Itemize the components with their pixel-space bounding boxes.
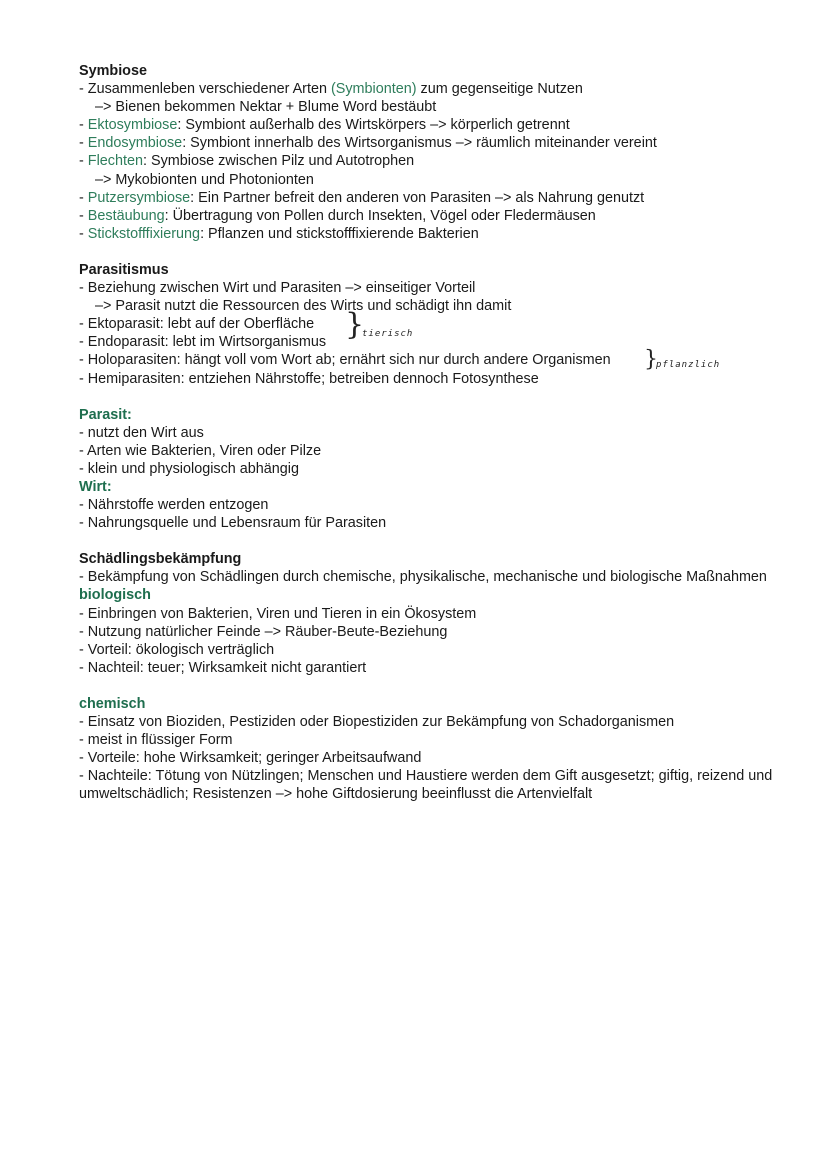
bio-line-1: - Einbringen von Bakterien, Viren und Tieren in ein Ökosystem (79, 605, 477, 622)
parasitismus-line-2: –> Parasit nutzt die Ressourcen des Wirts und schädigt ihn damit (95, 298, 512, 315)
symbiose-line-9: - Stickstofffixierung: Pflanzen und stickstofffixierende Bakterien (79, 225, 479, 242)
symbiose-line-3: - Ektosymbiose: Symbiont außerhalb des Wirtskörpers –> körperlich getrennt (79, 117, 570, 134)
parasitismus-line-1: - Beziehung zwischen Wirt und Parasiten –> einseitiger Vorteil (79, 280, 476, 297)
symbiose-line-1: - Zusammenleben verschiedener Arten (Symbionten) zum gegenseitige Nutzen (79, 81, 583, 98)
symbiose-line-7: - Putzersymbiose: Ein Partner befreit den anderen von Parasiten –> als Nahrung genutzt (79, 189, 645, 206)
document-page (79, 62, 779, 803)
parasit-line-3: - klein und physiologisch abhängig (79, 460, 300, 477)
heading-chemisch: chemisch (79, 695, 146, 712)
chem-line-4: - Nachteile: Tötung von Nützlingen; Menschen und Haustiere werden dem Gift ausgesetzt; giftig, reizend und umweltschädlich; Resistenzen –> hohe Giftdosierung beeinflusst die Artenvielfalt (79, 768, 773, 803)
bio-line-2: - Nutzung natürlicher Feinde –> Räuber-Beute-Beziehung (79, 623, 448, 640)
heading-biologisch: biologisch (79, 587, 151, 604)
symbiose-line-8: - Bestäubung: Übertragung von Pollen durch Insekten, Vögel oder Fledermäusen (79, 207, 596, 224)
note-pflanzlich: pflanzlich (656, 360, 721, 371)
symbiose-line-2: –> Bienen bekommen Nektar + Blume Word bestäubt (95, 99, 437, 116)
parasit-line-1: - nutzt den Wirt aus (79, 424, 204, 441)
symbiose-line-6: –> Mykobionten und Photonionten (95, 171, 314, 188)
symbiose-line-4: - Endosymbiose: Symbiont innerhalb des Wirtsorganismus –> räumlich miteinander vereint (79, 135, 657, 152)
heading-schaedlingsbekaempfung: Schädlingsbekämpfung (79, 551, 242, 568)
schaedling-intro: - Bekämpfung von Schädlingen durch chemische, physikalische, mechanische und biologische Maßnahmen (79, 569, 767, 586)
symbiose-line-5: - Flechten: Symbiose zwischen Pilz und Autotrophen (79, 153, 415, 170)
parasitismus-line-5: - Holoparasiten: hängt voll vom Wort ab; ernährt sich nur durch andere Organismen } pflanzlich (79, 351, 779, 369)
chem-line-1: - Einsatz von Bioziden, Pestiziden oder Biopestiziden zur Bekämpfung von Schadorganismen (79, 714, 675, 730)
wirt-line-1: - Nährstoffe werden entzogen (79, 497, 269, 514)
heading-parasitismus: Parasitismus (79, 261, 169, 278)
heading-wirt: Wirt: (79, 478, 112, 495)
parasitismus-line-6: - Hemiparasiten: entziehen Nährstoffe; betreiben dennoch Fotosynthese (79, 370, 539, 387)
tierisch-brace: } (345, 307, 365, 343)
heading-parasit: Parasit: (79, 406, 132, 423)
bio-line-3: - Vorteil: ökologisch verträglich (79, 641, 275, 658)
chem-line-2: - meist in flüssiger Form (79, 732, 233, 749)
parasitismus-line-3: - Ektoparasit: lebt auf der Oberfläche (79, 316, 315, 333)
parasit-line-2: - Arten wie Bakterien, Viren oder Pilze (79, 442, 322, 459)
heading-symbiose: Symbiose (79, 63, 147, 79)
note-tierisch: tierisch (362, 329, 414, 340)
wirt-line-2: - Nahrungsquelle und Lebensraum für Parasiten (79, 515, 387, 532)
chem-line-3: - Vorteile: hohe Wirksamkeit; geringer Arbeitsaufwand (79, 750, 422, 767)
bio-line-4: - Nachteil: teuer; Wirksamkeit nicht garantiert (79, 659, 367, 676)
parasitismus-line-4: - Endoparasit: lebt im Wirtsorganismus } tierisch (79, 307, 414, 351)
pflanzlich-brace: } (644, 347, 658, 373)
